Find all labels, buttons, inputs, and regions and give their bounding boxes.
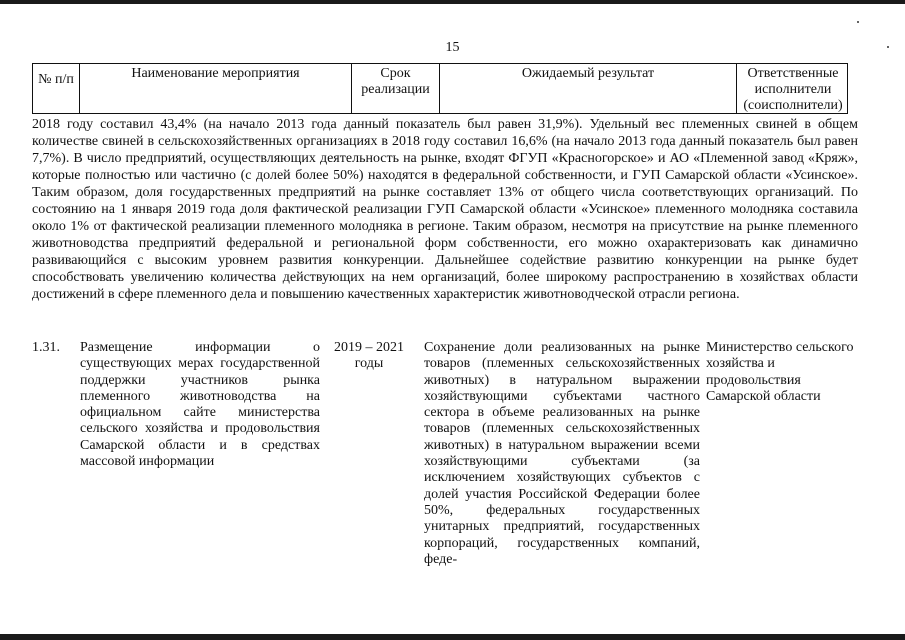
top-frame-line — [0, 0, 905, 4]
header-num: № п/п — [38, 72, 74, 87]
bottom-frame-line — [0, 634, 905, 640]
table-header — [32, 63, 848, 114]
body-paragraph: 2018 году составил 43,4% (на начало 2013 года данный показатель был равен 31,9%). Удельный вес племенных свиней в общем количестве свиней в сельскохозяйственных организациях в 2018 году составил 16,6% (на начало 2013 года данный показатель был равен 7,7%). В число предприятий, осуществляющих деятельность на рынке, входят ФГУП «Красногорское» и АО «Племенной завод «Кряж», которые полностью или частично (с долей более 50%) находятся в федеральной собственности, и ГУП Самарской области «Усинское». Таким образом, доля государственных предприятий на рынке составляет 13% от общего числа соответствующих организаций. По состоянию на 1 января 2019 года доля фактической реализации ГУП Самарской области «Усинское» племенного молодняка составила около 1% от фактической реализации племенного молодняка в регионе. Таким образом, несмотря на присутствие на рынке племенного животноводства предприятий федеральной и региональной форм собственности, его можно охарактеризовать как динамично развивающийся с высоким уровнем развития конкуренции. Дальнейшее содействие развитию конкуренции на рынке будет способствовать увеличению количества действующих на нем организаций, более широкому распространению в хозяйствах области достижений в сфере племенного дела и повышению качественных характеристик животноводческой отрасли региона. — [32, 117, 858, 302]
header-term: Срок реализации — [351, 64, 439, 113]
header-event: Наименование мероприятия — [79, 64, 351, 113]
scan-dot — [857, 21, 859, 23]
row-term: 2019 – 2021 годы — [334, 340, 404, 372]
header-result: Ожидаемый результат — [439, 64, 736, 113]
row-result: Сохранение доли реализованных на рынке товаров (племенных сельскохозяйственных животных) в натуральном выражении хозяйствующими субъектами частного сектора в объеме реализованных на рынке товаров (племенных сельскохозяйственных животных) в натуральном выражении всеми хозяйствующими субъектами (за исключением хозяйствующих субъектов с долей участия Российской Федерации более 50%, федеральных государственных унитарных предприятий, государственных корпораций, государственных компаний, феде- — [424, 340, 700, 567]
row-event: Размещение информации о существующих мерах государственной поддержки участников рынка племенного животноводства на официальном сайте министерства сельского хозяйства и продовольствия Самарской области и в средствах массовой информации — [80, 340, 320, 470]
row-number: 1.31. — [32, 340, 60, 355]
page-number: 15 — [445, 40, 460, 55]
row-responsible: Министерство сельского хозяйства и продовольствия Самарской области — [706, 340, 854, 404]
header-responsible: Ответственные исполнители (соисполнители) — [736, 64, 849, 113]
